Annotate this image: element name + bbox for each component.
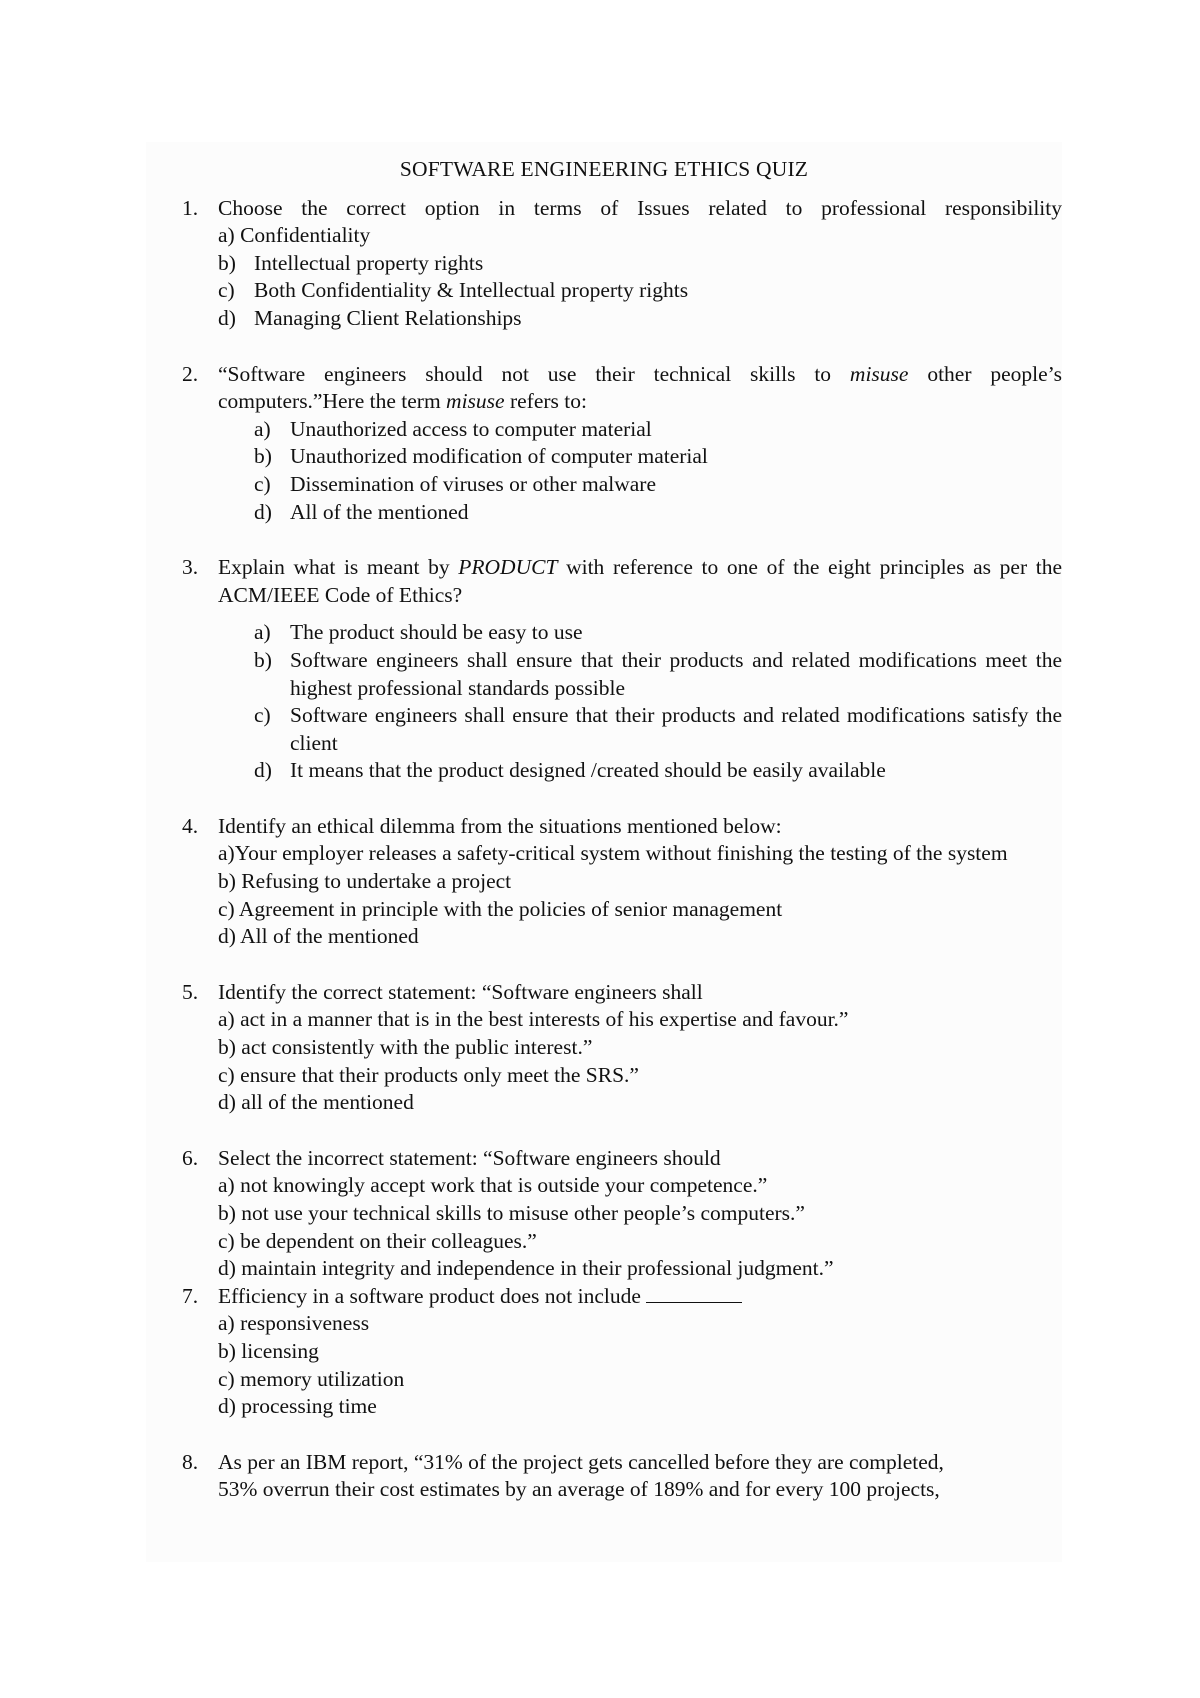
option: b) Intellectual property rights xyxy=(218,250,484,275)
question-text: Identify an ethical dilemma from the situations mentioned below: xyxy=(218,813,782,838)
option: b) Software engineers shall ensure that their products and related modifications meet the highest professional standards possible xyxy=(254,647,1062,700)
option: c) Both Confidentiality & Intellectual property rights xyxy=(218,278,689,303)
option: b) not use your technical skills to misuse other people’s computers.” xyxy=(218,1201,805,1225)
option: c) Agreement in principle with the policies of senior management xyxy=(218,896,783,921)
option: d) It means that the product designed /created should be easily available xyxy=(254,758,886,783)
question-6 xyxy=(146,1145,1062,1283)
question-number: 2. xyxy=(182,361,199,386)
question-number: 5. xyxy=(182,979,199,1004)
question-text: Select the incorrect statement: “Software engineers should xyxy=(218,1145,721,1170)
question-3 xyxy=(146,554,1062,785)
option: b) act consistently with the public interest.” xyxy=(218,1035,593,1060)
option: b) licensing xyxy=(218,1338,319,1363)
question-text: “Software engineers should not use their technical skills to misuse other people’s xyxy=(218,361,1063,386)
question-4 xyxy=(146,813,1062,951)
quiz-content xyxy=(146,142,1062,1562)
question-5 xyxy=(146,979,1062,1117)
option: a) not knowingly accept work that is outside your competence.” xyxy=(218,1173,768,1198)
question-number: 3. xyxy=(182,555,199,580)
option: a) Confidentiality xyxy=(218,223,371,248)
option: d) processing time xyxy=(218,1394,377,1419)
option: a) act in a manner that is in the best interests of his expertise and favour.” xyxy=(218,1007,849,1032)
option: c) ensure that their products only meet the SRS.” xyxy=(218,1062,639,1087)
question-7 xyxy=(146,1283,1062,1421)
question-number: 7. xyxy=(182,1283,199,1308)
question-1 xyxy=(146,195,1062,333)
question-text-cont: computers.”Here the term misuse refers to: xyxy=(218,389,587,414)
option: c) Software engineers shall ensure that their products and related modifications satisfy the client xyxy=(254,703,1062,755)
question-text-cont: 53% overrun their cost estimates by an average of 189% and for every 100 projects, xyxy=(218,1477,940,1502)
option: b) Unauthorized modification of computer material xyxy=(254,444,708,469)
question-number: 1. xyxy=(182,195,199,220)
question-text: Choose the correct option in terms of Issues related to professional responsibility xyxy=(218,195,1062,220)
question-text: Explain what is meant by PRODUCT with reference to one of the eight principles as per the ACM/IEEE Code of Ethics? xyxy=(218,555,1063,607)
answer-blank xyxy=(646,1284,742,1303)
option: d) Managing Client Relationships xyxy=(218,305,522,330)
option: c) Dissemination of viruses or other malware xyxy=(254,471,657,496)
question-number: 4. xyxy=(182,813,199,838)
option: b) Refusing to undertake a project xyxy=(218,869,512,894)
option: c) be dependent on their colleagues.” xyxy=(218,1228,537,1253)
question-text: As per an IBM report, “31% of the project gets cancelled before they are completed, xyxy=(218,1449,944,1474)
question-text: Identify the correct statement: “Software engineers shall xyxy=(218,979,703,1004)
question-2 xyxy=(146,361,1062,527)
question-8 xyxy=(146,1449,1062,1504)
question-text: Efficiency in a software product does not include xyxy=(218,1283,1062,1311)
question-number: 6. xyxy=(182,1145,199,1170)
page-title: SOFTWARE ENGINEERING ETHICS QUIZ xyxy=(399,157,809,181)
option: c) memory utilization xyxy=(218,1366,405,1391)
option: d) all of the mentioned xyxy=(218,1090,414,1115)
option: a) Unauthorized access to computer material xyxy=(254,416,652,441)
option: d) All of the mentioned xyxy=(218,924,419,949)
question-number: 8. xyxy=(182,1449,199,1474)
option: a) responsiveness xyxy=(218,1311,370,1336)
option: d) All of the mentioned xyxy=(254,499,469,524)
option: a)Your employer releases a safety-critical system without finishing the testing of the system xyxy=(218,841,1008,866)
option: a) The product should be easy to use xyxy=(254,620,583,645)
option: d) maintain integrity and independence in their professional judgment.” xyxy=(218,1256,834,1281)
